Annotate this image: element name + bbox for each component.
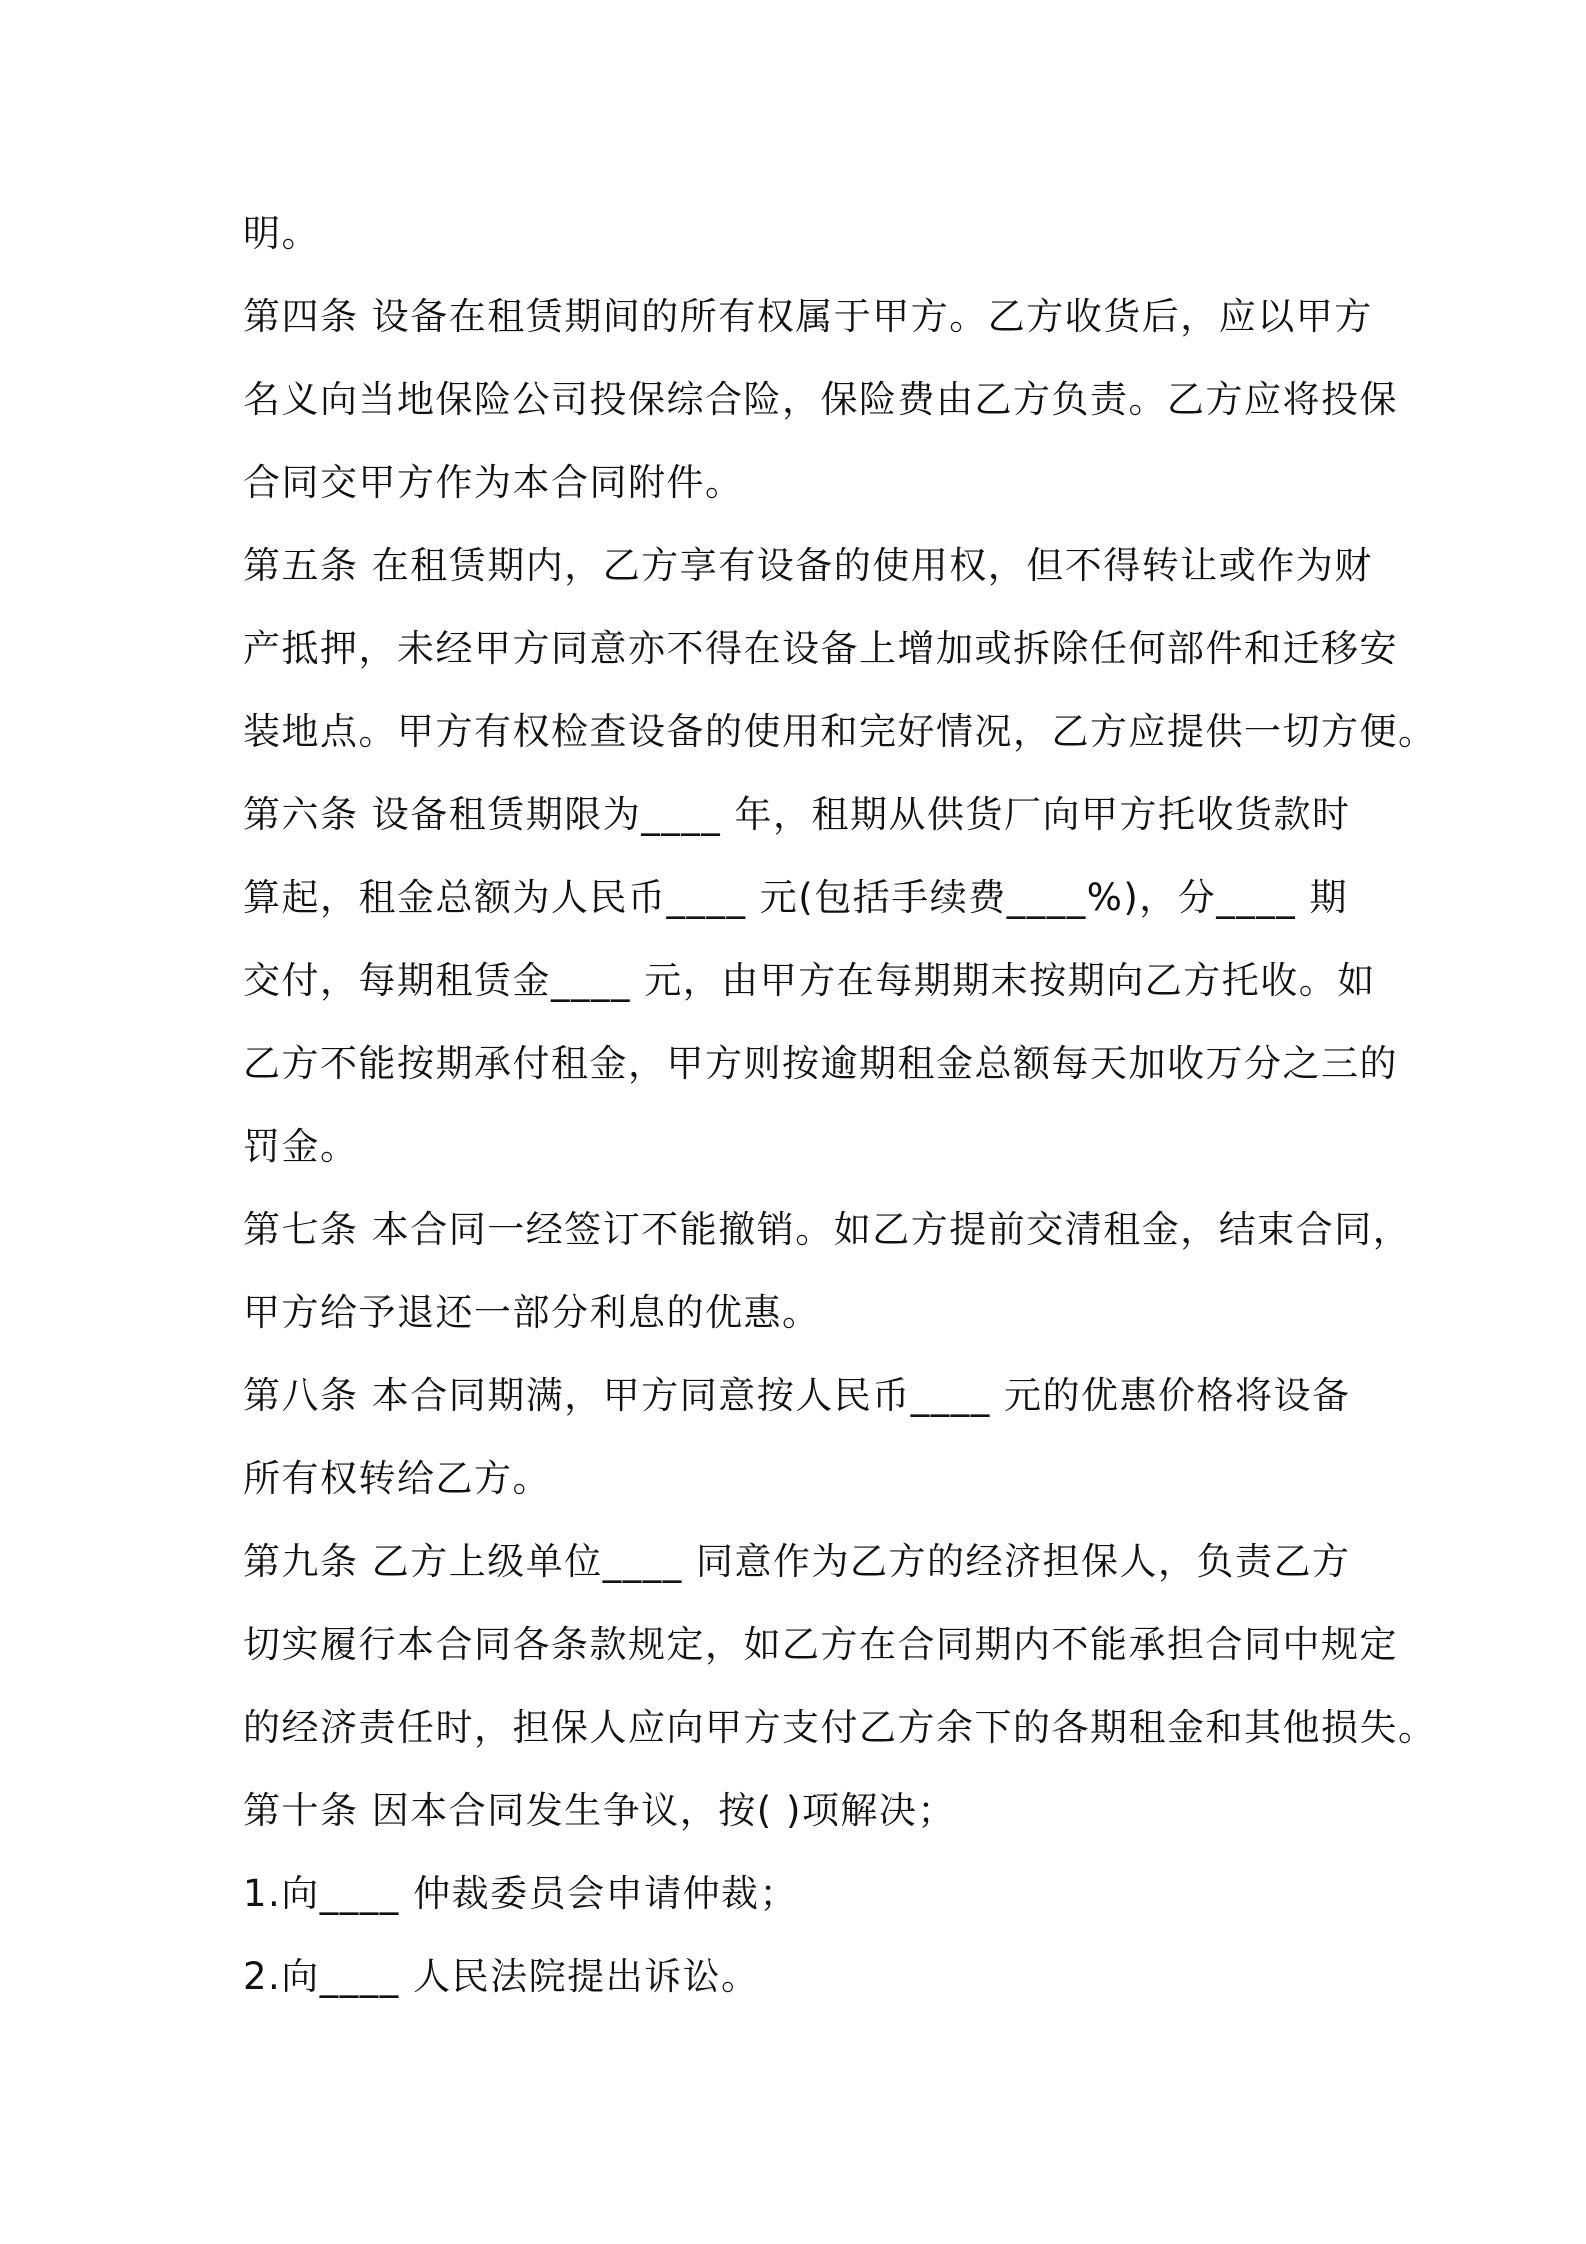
text-line: 交付，每期租赁金____ 元，由甲方在每期期末按期向乙方托收。如 [243, 959, 1376, 1002]
text-line: 甲方给予退还一部分利息的优惠。 [243, 1291, 821, 1334]
text-line: 第九条 乙方上级单位____ 同意作为乙方的经济担保人，负责乙方 [243, 1540, 1351, 1583]
text-line: 产抵押，未经甲方同意亦不得在设备上增加或拆除任何部件和迁移安 [243, 627, 1398, 670]
text-line: 名义向当地保险公司投保综合险，保险费由乙方负责。乙方应将投保 [243, 378, 1398, 421]
contract-body [243, 192, 1437, 2018]
text-line: 1.向____ 仲裁委员会申请仲裁； [243, 1872, 799, 1915]
text-line: 罚金。 [243, 1125, 359, 1168]
text-line: 第八条 本合同期满，甲方同意按人民币____ 元的优惠价格将设备 [243, 1374, 1351, 1417]
text-line: 第十条 因本合同发生争议，按( )项解决； [243, 1789, 956, 1832]
text-line: 第七条 本合同一经签订不能撤销。如乙方提前交清租金，结束合同， [243, 1208, 1412, 1251]
text-line: 所有权转给乙方。 [243, 1457, 551, 1500]
text-line: 合同交甲方作为本合同附件。 [243, 461, 744, 504]
text-line: 装地点。甲方有权检查设备的使用和完好情况，乙方应提供一切方便。 [243, 710, 1437, 753]
text-line: 第五条 在租赁期内，乙方享有设备的使用权，但不得转让或作为财 [243, 544, 1373, 587]
text-line: 乙方不能按期承付租金，甲方则按逾期租金总额每天加收万分之三的 [243, 1042, 1398, 1085]
text-line: 第六条 设备租赁期限为____ 年，租期从供货厂向甲方托收货款时 [243, 793, 1351, 836]
text-line: 2.向____ 人民法院提出诉讼。 [243, 1955, 760, 1998]
text-line: 第四条 设备在租赁期间的所有权属于甲方。乙方收货后，应以甲方 [243, 295, 1373, 338]
text-line: 算起，租金总额为人民币____ 元(包括手续费____%)，分____ 期 [243, 876, 1349, 919]
text-line: 的经济责任时，担保人应向甲方支付乙方余下的各期租金和其他损失。 [243, 1706, 1437, 1749]
text-line: 明。 [243, 212, 320, 255]
text-line: 切实履行本合同各条款规定，如乙方在合同期内不能承担合同中规定 [243, 1623, 1398, 1666]
